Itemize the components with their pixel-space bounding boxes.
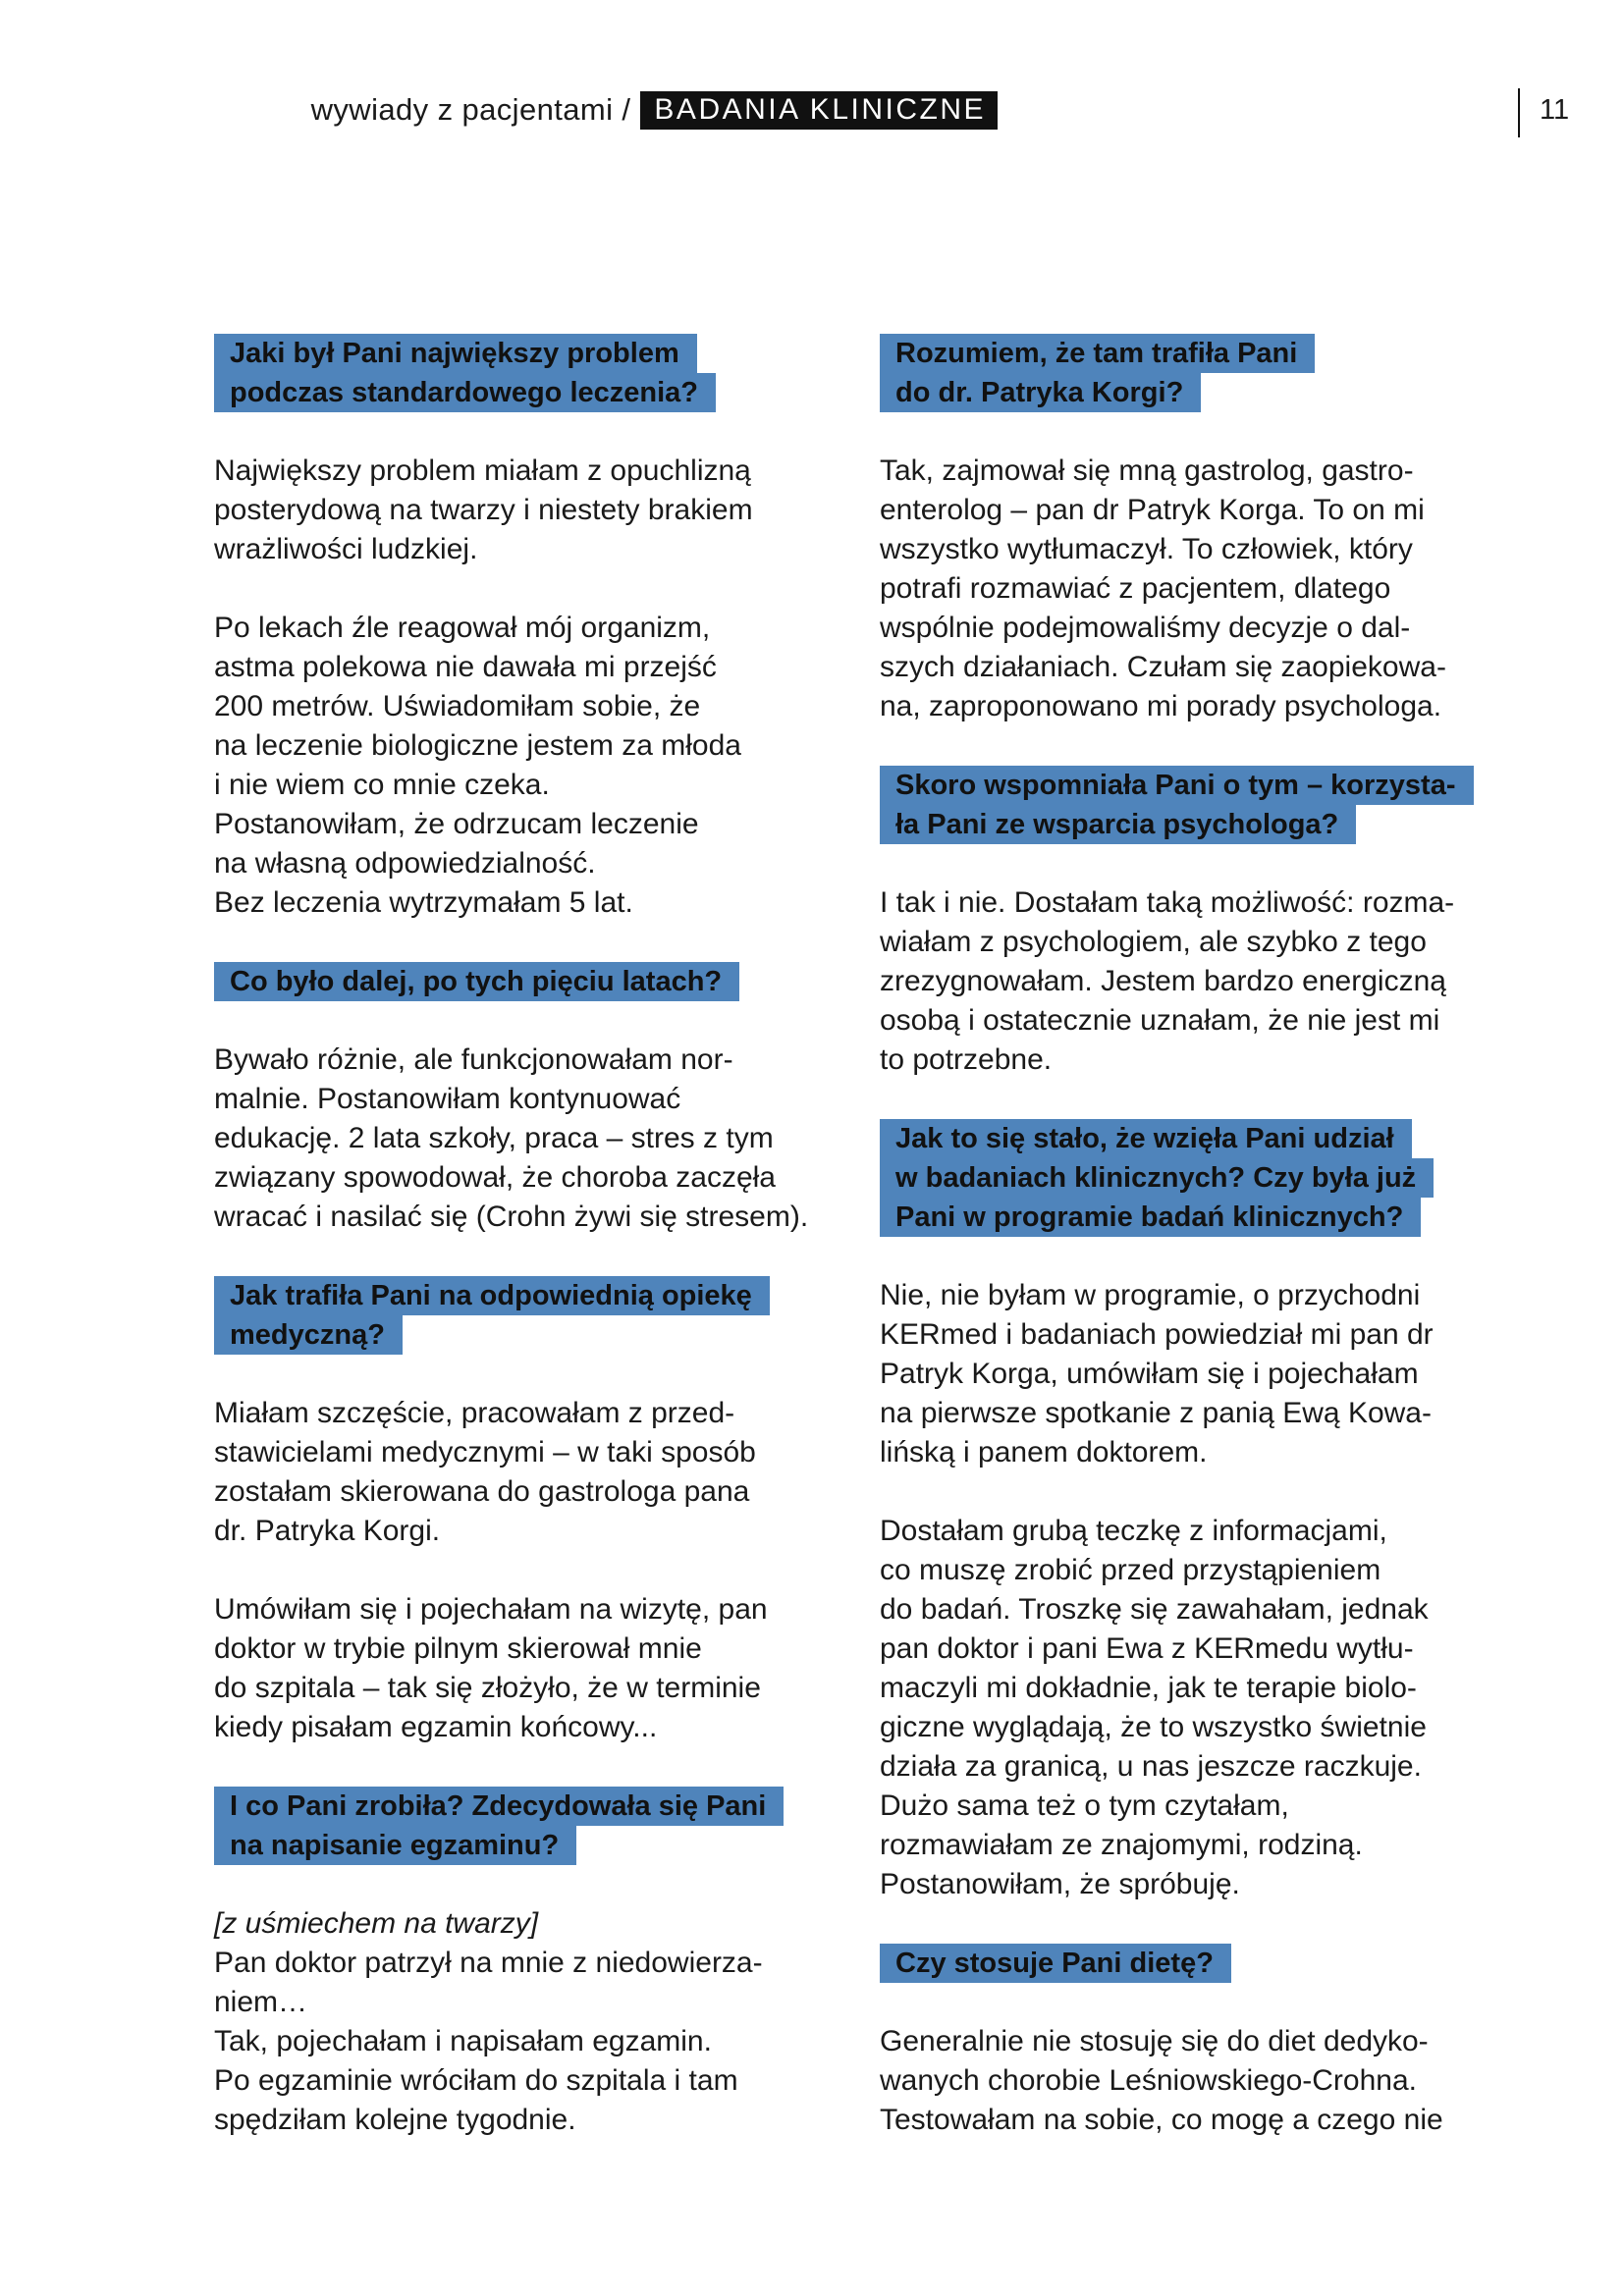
answer-line: Miałam szczęście, pracowałam z przed- [214, 1397, 735, 1429]
question-line: Skoro wspomniała Pani o tym – korzysta- [880, 766, 1474, 805]
question-heading [880, 1944, 1489, 1983]
stage-direction: [z uśmiechem na twarzy] [214, 1907, 539, 1940]
answer-line: edukację. 2 lata szkoły, praca – stres z tym [214, 1122, 774, 1154]
question-line: do dr. Patryka Korgi? [880, 373, 1201, 412]
answer-paragraph [880, 1276, 1489, 1904]
question-line: Jak to się stało, że wzięła Pani udział [880, 1119, 1412, 1158]
answer-line: potrafi rozmawiać z pacjentem, dlatego [880, 572, 1391, 605]
answer-line: enterolog – pan dr Patryk Korga. To on mi [880, 494, 1425, 526]
answer-line: Bywało różnie, ale funkcjonowałam nor- [214, 1043, 733, 1076]
answer-line: I tak i nie. Dostałam taką możliwość: rozma- [880, 886, 1455, 919]
answer-line: wiałam z psychologiem, ale szybko z tego [880, 926, 1427, 958]
answer-line: KERmed i badaniach powiedział mi pan dr [880, 1318, 1434, 1351]
answer-line: Tak, zajmował się mną gastrolog, gastro- [880, 454, 1414, 487]
answer-line: na pierwsze spotkanie z panią Ewą Kowa- [880, 1397, 1432, 1429]
paragraph-gap [214, 569, 803, 609]
question-heading [880, 1119, 1489, 1237]
question-heading [214, 1787, 803, 1865]
answer-line: Postanowiłam, że odrzucam leczenie [214, 808, 699, 840]
question-line: medyczną? [214, 1315, 403, 1355]
answer-line: to potrzebne. [880, 1043, 1053, 1076]
answer-paragraph [880, 2022, 1489, 2140]
answer-line: na własną odpowiedzialność. [214, 847, 596, 880]
question-line: podczas standardowego leczenia? [214, 373, 716, 412]
answer-line: związany spowodował, że choroba zaczęła [214, 1161, 776, 1194]
breadcrumb: wywiady z pacjentami / [310, 92, 631, 127]
answer-paragraph [880, 452, 1489, 726]
question-heading [214, 334, 803, 412]
question-line: Jaki był Pani największy problem [214, 334, 697, 373]
answer-line: dr. Patryka Korgi. [214, 1515, 441, 1547]
answer-line: szych działaniach. Czułam się zaopiekowa- [880, 651, 1446, 683]
question-heading [214, 962, 803, 1001]
question-line: ła Pani ze wsparcia psychologa? [880, 805, 1356, 844]
answer-line: osobą i ostatecznie uznałam, że nie jest mi [880, 1004, 1440, 1037]
question-heading [880, 334, 1489, 412]
answer-line: wszystko wytłumaczył. To człowiek, który [880, 533, 1413, 565]
answer-line: Patryk Korga, umówiłam się i pojechałam [880, 1358, 1419, 1390]
paragraph-gap [214, 1551, 803, 1590]
answer-line: Umówiłam się i pojechałam na wizytę, pan [214, 1593, 768, 1626]
question-line: w badaniach klinicznych? Czy była już [880, 1158, 1434, 1198]
answer-line: Testowałam na sobie, co mogę a czego nie [880, 2104, 1443, 2136]
answer-line: co muszę zrobić przed przystąpieniem [880, 1554, 1381, 1586]
answer-line: wanych chorobie Leśniowskiego-Crohna. [880, 2064, 1417, 2097]
question-line: Pani w programie badań klinicznych? [880, 1198, 1421, 1237]
page-header [311, 86, 998, 133]
answer-paragraph [214, 1394, 803, 1747]
answer-line: kiedy pisałam egzamin końcowy... [214, 1711, 658, 1743]
answer-line: wracać i nasilać się (Crohn żywi się stresem). [214, 1201, 809, 1233]
answer-line: rozmawiałam ze znajomymi, rodziną. [880, 1829, 1363, 1861]
answer-line: stawicielami medycznymi – w taki sposób [214, 1436, 756, 1468]
question-line: Rozumiem, że tam trafiła Pani [880, 334, 1315, 373]
left-column [214, 334, 809, 2179]
question-line: Jak trafiła Pani na odpowiednią opiekę [214, 1276, 770, 1315]
answer-line: i nie wiem co mnie czeka. [214, 769, 550, 801]
answer-line: maczyli mi dokładnie, jak te terapie biolo- [880, 1672, 1417, 1704]
answer-line: Generalnie nie stosuję się do diet dedyko- [880, 2025, 1429, 2057]
answer-line: Tak, pojechałam i napisałam egzamin. [214, 2025, 712, 2057]
answer-paragraph [214, 1041, 809, 1237]
answer-paragraph [214, 1904, 803, 2140]
answer-line: Dużo sama też o tym czytałam, [880, 1789, 1289, 1822]
answer-line: Nie, nie byłam w programie, o przychodni [880, 1279, 1421, 1311]
question-heading [214, 1276, 803, 1355]
answer-line: działa za granicą, u nas jeszcze raczkuje. [880, 1750, 1422, 1783]
page-number: 11 [1540, 94, 1570, 126]
answer-line: 200 metrów. Uświadomiłam sobie, że [214, 690, 701, 722]
answer-line: Po egzaminie wróciłam do szpitala i tam [214, 2064, 738, 2097]
answer-line: do szpitala – tak się złożyło, że w terminie [214, 1672, 761, 1704]
answer-line: Pan doktor patrzył na mnie z niedowierza- [214, 1947, 763, 1979]
answer-line: Dostałam grubą teczkę z informacjami, [880, 1515, 1387, 1547]
answer-line: wspólnie podejmowaliśmy decyzje o dal- [880, 612, 1411, 644]
header-divider [1518, 88, 1520, 137]
answer-line: niem… [214, 1986, 308, 2018]
answer-line: malnie. Postanowiłam kontynuować [214, 1083, 681, 1115]
answer-line: doktor w trybie pilnym skierował mnie [214, 1632, 702, 1665]
answer-line: Po lekach źle reagował mój organizm, [214, 612, 711, 644]
answer-line: giczne wyglądają, że to wszystko świetnie [880, 1711, 1427, 1743]
question-line: Co było dalej, po tych pięciu latach? [214, 962, 739, 1001]
answer-line: astma polekowa nie dawała mi przejść [214, 651, 717, 683]
section-label: BADANIA KLINICZNE [640, 91, 998, 130]
answer-line: pan doktor i pani Ewa z KERmedu wytłu- [880, 1632, 1414, 1665]
answer-line: na leczenie biologiczne jestem za młoda [214, 729, 741, 762]
answer-paragraph [880, 883, 1489, 1080]
question-line: I co Pani zrobiła? Zdecydowała się Pani [214, 1787, 784, 1826]
paragraph-gap [880, 1472, 1489, 1512]
answer-line: Największy problem miałam z opuchlizną [214, 454, 751, 487]
question-line: na napisanie egzaminu? [214, 1826, 576, 1865]
answer-line: Bez leczenia wytrzymałam 5 lat. [214, 886, 633, 919]
answer-line: do badań. Troszkę się zawahałam, jednak [880, 1593, 1429, 1626]
answer-line: Postanowiłam, że spróbuję. [880, 1868, 1240, 1900]
answer-line: posterydową na twarzy i niestety brakiem [214, 494, 753, 526]
right-column [880, 334, 1489, 2179]
answer-line: spędziłam kolejne tygodnie. [214, 2104, 576, 2136]
question-heading [880, 766, 1489, 844]
answer-line: lińską i panem doktorem. [880, 1436, 1208, 1468]
answer-paragraph [214, 452, 803, 923]
answer-line: zrezygnowałam. Jestem bardzo energiczną [880, 965, 1446, 997]
answer-line: zostałam skierowana do gastrologa pana [214, 1475, 750, 1508]
answer-line: wrażliwości ludzkiej. [214, 533, 478, 565]
answer-line: na, zaproponowano mi porady psychologa. [880, 690, 1442, 722]
question-line: Czy stosuje Pani dietę? [880, 1944, 1231, 1983]
